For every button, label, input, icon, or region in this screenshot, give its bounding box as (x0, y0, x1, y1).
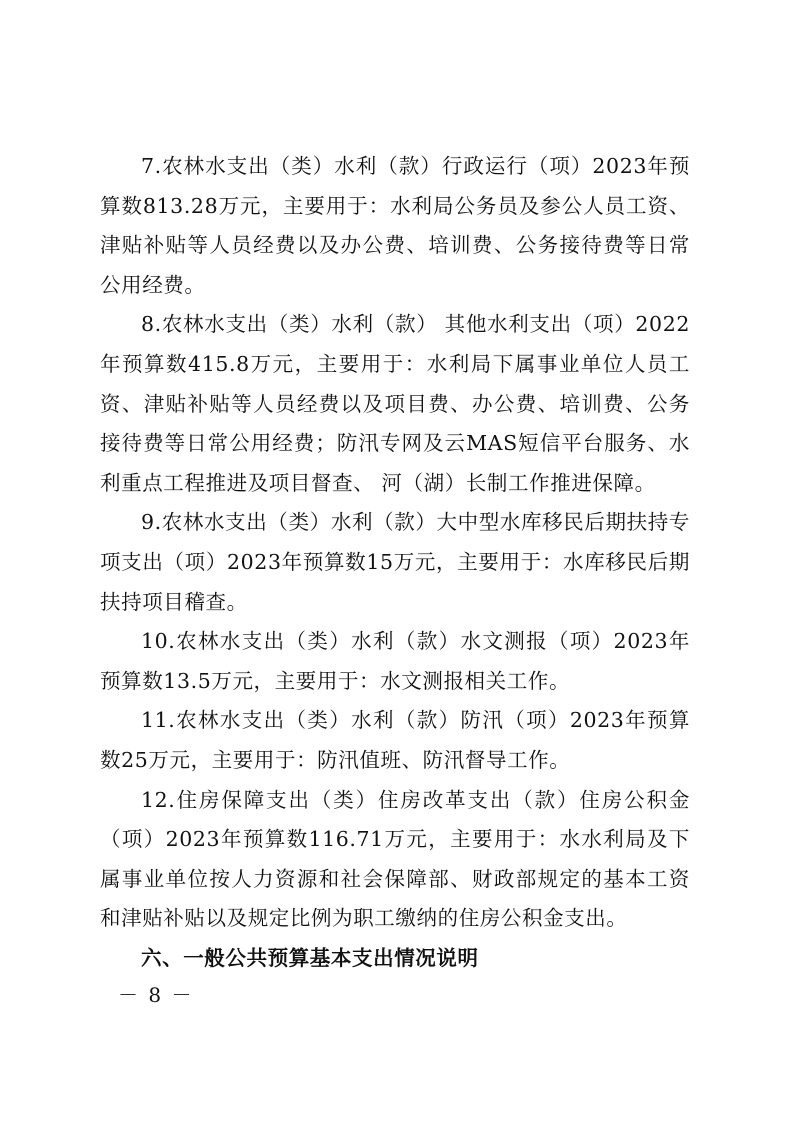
paragraph-item-7: 7.农林水支出（类）水利（款）行政运行（项）2023年预算数813.28万元，主要用于：水利局公务员及参公人员工资、津贴补贴等人员经费以及办公费、培训费、公务接待费等日常公用经费。 (100, 154, 690, 297)
paragraph-item-12: 12.住房保障支出（类）住房改革支出（款）住房公积金（项）2023年预算数116.71万元，主要用于：水水利局及下属事业单位按人力资源和社会保障部、财政部规定的基本工资和津贴补贴以及规定比例为职工缴纳的住房公积金支出。 (100, 787, 690, 931)
page-number: － 8 － (118, 983, 194, 1007)
paragraph-item-9: 9.农林水支出（类）水利（款）大中型水库移民后期扶持专项支出（项）2023年预算数15万元，主要用于：水库移民后期扶持项目稽查。 (100, 510, 690, 614)
paragraph-item-10: 10.农林水支出（类）水利（款）水文测报（项）2023年预算数13.5万元，主要用于：水文测报相关工作。 (100, 629, 690, 693)
document-body (100, 147, 690, 978)
paragraph-item-11: 11.农林水支出（类）水利（款）防汛（项）2023年预算数25万元，主要用于：防汛值班、防汛督导工作。 (100, 708, 690, 772)
section-heading: 六、一般公共预算基本支出情况说明 (141, 945, 479, 970)
paragraph-item-8: 8.农林水支出（类）水利（款） 其他水利支出（项）2022年预算数415.8万元，主要用于：水利局下属事业单位人员工资、津贴补贴等人员经费以及项目费、办公费、培训费、公务接待费等日常公用经费；防汛专网及云MAS短信平台服务、水利重点工程推进及项目督查、 河（湖）长制工作推进保障。 (100, 312, 690, 495)
